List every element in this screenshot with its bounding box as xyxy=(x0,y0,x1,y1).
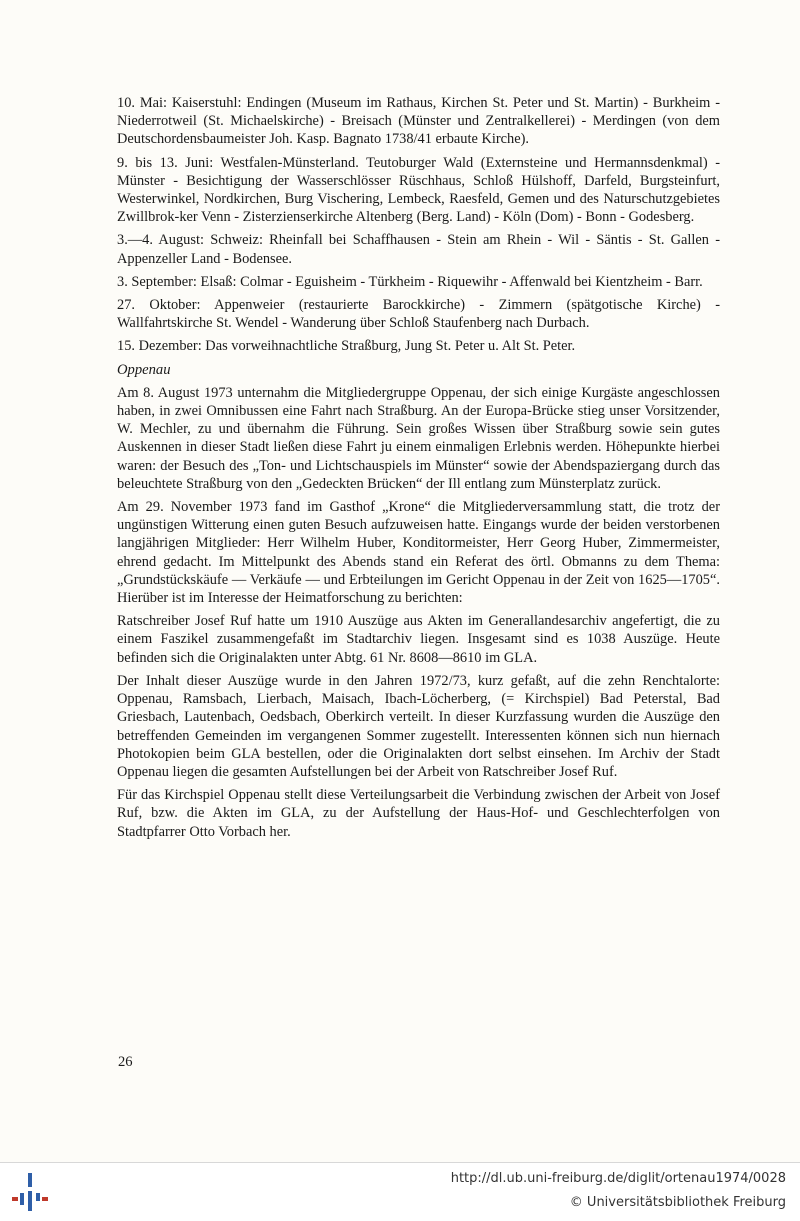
itinerary-entry: 9. bis 13. Juni: Westfalen-Münsterland. Teutoburger Wald (Externsteine und Hermannsdenkmal) - Münster - Besichtigung der Wasserschlösser Rüschhaus, Schloß Hülshoff, Darfeld, Burgsteinfurt, Westerwinkel, Nordkirchen, Burg Vischering, Lembeck, Raesfeld, Gemen und des Naturschutzgebietes Zwillbrok-ker Venn - Zisterzienserkirche Altenberg (Berg. Land) - Köln (Dom) - Bonn - Godesberg. xyxy=(117,154,720,226)
section-heading: Oppenau xyxy=(117,361,171,378)
ub-freiburg-logo-icon xyxy=(10,1171,50,1213)
body-paragraph: Am 8. August 1973 unternahm die Mitgliedergruppe Oppenau, der sich einige Kurgäste angeschlossen haben, in zwei Omnibussen eine Fahrt nach Straßburg. An der Europa-Brücke stieg unser Vorsitzender, W. Mechler, zu und übernahm die Führung. Sein großes Wissen über Straßburg sowie sein gutes Auskennen in dieser Stadt ließen diese Fahrt ju einem einmaligen Erlebnis werden. Höhepunkte hierbei waren: der Besuch des „Ton- und Lichtschauspiels im Münster“ sowie der Abendspaziergang durch das beleuchtete Straßburg von den „Gedeckten Brücken“ der Ill entlang zum Münsterplatz zurück. xyxy=(117,384,720,492)
itinerary-entry: 3. September: Elsaß: Colmar - Eguisheim - Türkheim - Riquewihr - Affenwald bei Kientzheim - Barr. xyxy=(117,273,703,290)
itinerary-entry: 10. Mai: Kaiserstuhl: Endingen (Museum im Rathaus, Kirchen St. Peter und St. Martin) - Burkheim - Niederrotweil (St. Michaelskirche) - Breisach (Münster und Zentralkellerei) - Merdingen (von dem Deutschordensbaumeister Joh. Kasp. Bagnato 1738/41 erbaute Kirche). xyxy=(117,95,720,148)
page-number: 26 xyxy=(118,1054,133,1070)
copyright-notice: © Universitätsbibliothek Freiburg xyxy=(569,1195,786,1210)
body-paragraph: Ratschreiber Josef Ruf hatte um 1910 Auszüge aus Akten im Generallandesarchiv angefertigt, die zu einem Faszikel zusammengefaßt im Stadtarchiv liegen. Insgesamt sind es 1038 Auszüge. Heute befinden sich die Originalakten unter Abtg. 61 Nr. 8608—8610 im GLA. xyxy=(117,613,720,666)
body-paragraph: Der Inhalt dieser Auszüge wurde in den Jahren 1972/73, kurz gefaßt, auf die zehn Renchtalorte: Oppenau, Ramsbach, Lierbach, Maisach, Ibach-Löcherberg, (= Kirchspiel) Bad Peterstal, Bad Griesbach, Lautenbach, Oedsbach, Oberkirch verteilt. In dieser Kurzfassung wurden die Auszüge den betreffenden Gemeinden im vergangenen Sommer zugestellt. Interessenten können sich nun hiernach Photokopien beim GLA bestellen, oder die Originalakten dort selbst einsehen. Im Archiv der Stadt Oppenau liegen die gesamten Aufstellungen bei der Arbeit von Ratschreiber Josef Ruf. xyxy=(117,672,720,780)
body-paragraph: Am 29. November 1973 fand im Gasthof „Krone“ die Mitgliederversammlung statt, die trotz der ungünstigen Witterung einen guten Besuch aufzuweisen hatte. Eingangs wurde der beiden verstorbenen langjährigen Mitglieder: Herr Wilhelm Huber, Konditormeister, Herr Georg Huber, Zimmermeister, ehrend gedacht. Im Mittelpunkt des Abends stand ein Referat des örtl. Obmanns zu dem Thema: „Grundstückskäufe — Verkäufe — und Erbteilungen im Gericht Oppenau in der Zeit von 1625—1705“. Hierüber ist im Interesse der Heimatforschung zu berichten: xyxy=(117,499,720,607)
source-url-link[interactable]: http://dl.ub.uni-freiburg.de/diglit/ortenau1974/0028 xyxy=(450,1171,786,1186)
body-paragraph: Für das Kirchspiel Oppenau stellt diese Verteilungsarbeit die Verbindung zwischen der Arbeit von Josef Ruf, bzw. die Akten im GLA, zu der Aufstellung der Haus-Hof- und Geschlechterfolgen von Stadtpfarrer Otto Vorbach her. xyxy=(117,787,720,840)
itinerary-entry: 15. Dezember: Das vorweihnachtliche Straßburg, Jung St. Peter u. Alt St. Peter. xyxy=(117,338,576,355)
text-column xyxy=(117,94,720,846)
viewer-footer xyxy=(0,1162,800,1221)
itinerary-entry: 3.—4. August: Schweiz: Rheinfall bei Schaffhausen - Stein am Rhein - Wil - Säntis - St. Gallen - Appenzeller Land - Bodensee. xyxy=(117,232,720,267)
itinerary-entry: 27. Oktober: Appenweier (restaurierte Barockkirche) - Zimmern (spätgotische Kirche) - Wallfahrtskirche St. Wendel - Wanderung über Schloß Staufenberg nach Durbach. xyxy=(117,297,720,332)
